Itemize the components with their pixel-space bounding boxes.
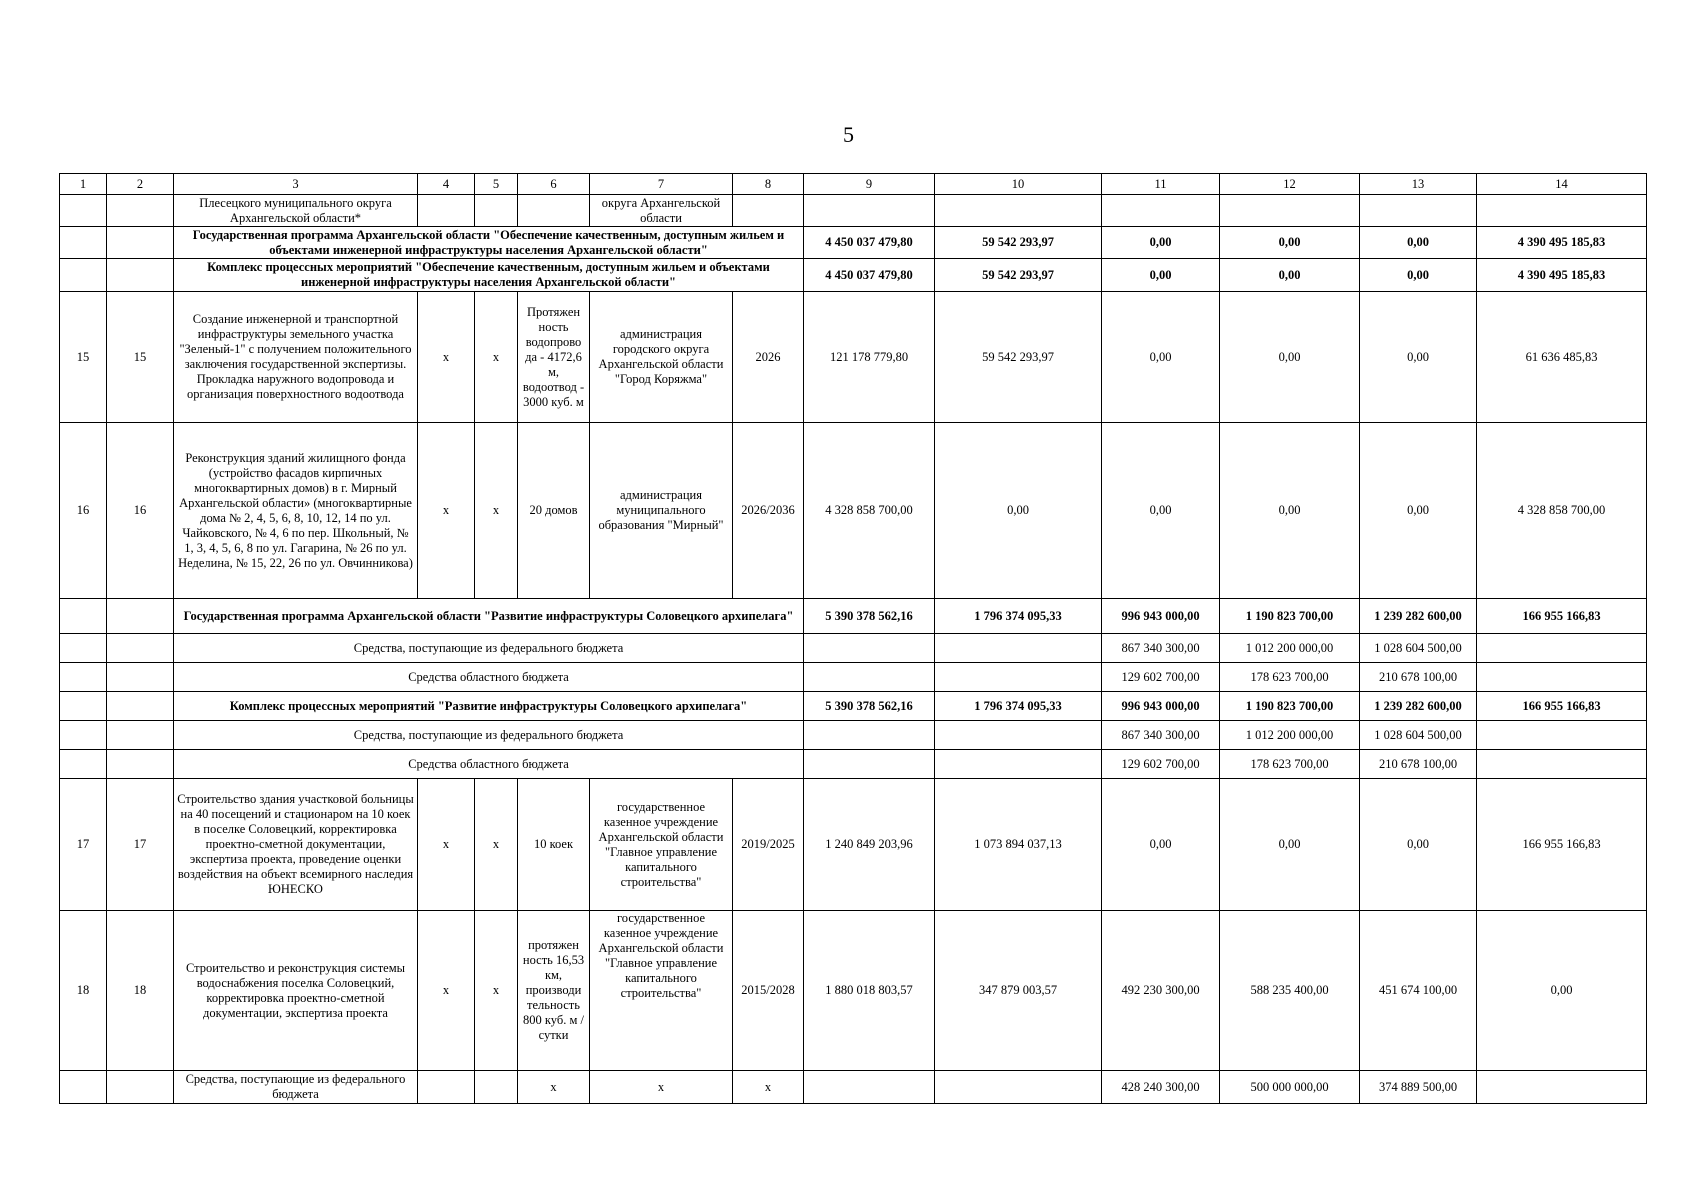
value: 1 190 823 700,00	[1220, 692, 1360, 721]
responsible: администрация городского округа Архангельской области "Город Коряжма"	[590, 292, 733, 423]
value: 0,00	[1220, 292, 1360, 423]
value: 347 879 003,57	[935, 911, 1102, 1071]
value: 451 674 100,00	[1360, 911, 1477, 1071]
capacity: протяжен ность 16,53 км, производи тельность 800 куб. м / сутки	[518, 911, 590, 1071]
value: 5 390 378 562,16	[804, 692, 935, 721]
value: 0,00	[935, 423, 1102, 599]
value: 0,00	[1477, 911, 1647, 1071]
value: 0,00	[1102, 423, 1220, 599]
funding-source-row	[60, 634, 1647, 663]
value: 4 328 858 700,00	[804, 423, 935, 599]
value: 996 943 000,00	[1102, 599, 1220, 634]
object-name: Строительство и реконструкция системы водоснабжения поселка Соловецкий, корректировка проектно-сметной документации, экспертиза проекта	[174, 911, 418, 1071]
table-row	[60, 195, 1647, 227]
value: 0,00	[1102, 292, 1220, 423]
value: 0,00	[1360, 227, 1477, 259]
cell: х	[475, 779, 518, 911]
program-total-row	[60, 227, 1647, 259]
complex-title: Комплекс процессных мероприятий "Обеспечение качественным, доступным жильем и объектами инженерной инфраструктуры населения Архангельской области"	[174, 259, 804, 292]
responsible: государственное казенное учреждение Архангельской области "Главное управление капитального строительства"	[590, 779, 733, 911]
row-number: 15	[107, 292, 174, 423]
value: 500 000 000,00	[1220, 1071, 1360, 1104]
value: 4 450 037 479,80	[804, 259, 935, 292]
cell: х	[733, 1071, 804, 1104]
period: 2026/2036	[733, 423, 804, 599]
complex-total-row	[60, 692, 1647, 721]
value: 428 240 300,00	[1102, 1071, 1220, 1104]
value: 0,00	[1360, 423, 1477, 599]
funding-source-row	[60, 721, 1647, 750]
value: 1 239 282 600,00	[1360, 692, 1477, 721]
value: 867 340 300,00	[1102, 634, 1220, 663]
object-name: Реконструкция зданий жилищного фонда (устройство фасадов кирпичных многоквартирных домов) в г. Мирный Архангельской области» (многоквартирные дома № 2, 4, 5, 6, 8, 10, 12, 14 по ул. Чайковского, № 4, 6 по пер. Школьный, № 1, 3, 4, 5, 6, 8 по ул. Гагарина, № 26 по ул. Неделина, № 15, 22, 26 по ул. Овчинникова)	[174, 423, 418, 599]
row-number: 18	[60, 911, 107, 1071]
period: 2019/2025	[733, 779, 804, 911]
value: 4 328 858 700,00	[1477, 423, 1647, 599]
value: 121 178 779,80	[804, 292, 935, 423]
funding-source-row	[60, 750, 1647, 779]
col-header: 12	[1220, 174, 1360, 195]
value: 59 542 293,97	[935, 292, 1102, 423]
value: 61 636 485,83	[1477, 292, 1647, 423]
capacity: 10 коек	[518, 779, 590, 911]
column-number-row	[60, 174, 1647, 195]
value: 0,00	[1360, 292, 1477, 423]
value: 1 880 018 803,57	[804, 911, 935, 1071]
col-header: 1	[60, 174, 107, 195]
col-header: 11	[1102, 174, 1220, 195]
value: 1 796 374 095,33	[935, 599, 1102, 634]
row-number: 15	[60, 292, 107, 423]
value: 0,00	[1220, 259, 1360, 292]
complex-total-row	[60, 259, 1647, 292]
col-header: 8	[733, 174, 804, 195]
cell: х	[418, 423, 475, 599]
col-header: 13	[1360, 174, 1477, 195]
responsible: администрация муниципального образования "Мирный"	[590, 423, 733, 599]
value: 0,00	[1220, 779, 1360, 911]
funding-source-label: Средства областного бюджета	[174, 750, 804, 779]
funding-source-label: Средства, поступающие из федерального бюджета	[174, 721, 804, 750]
cell: х	[475, 423, 518, 599]
value: 166 955 166,83	[1477, 599, 1647, 634]
responsible: округа Архангельской области	[590, 195, 733, 227]
responsible: государственное казенное учреждение Архангельской области "Главное управление капитального строительства"	[590, 911, 733, 1071]
program-title: Государственная программа Архангельской области "Развитие инфраструктуры Соловецкого архипелага"	[174, 599, 804, 634]
col-header: 4	[418, 174, 475, 195]
cell: х	[475, 292, 518, 423]
table-row	[60, 911, 1647, 1071]
value: 210 678 100,00	[1360, 663, 1477, 692]
value: 0,00	[1102, 779, 1220, 911]
row-number: 17	[107, 779, 174, 911]
value: 0,00	[1360, 259, 1477, 292]
col-header: 3	[174, 174, 418, 195]
table-row	[60, 423, 1647, 599]
cell: х	[418, 779, 475, 911]
value: 1 239 282 600,00	[1360, 599, 1477, 634]
value: 0,00	[1360, 779, 1477, 911]
value: 4 390 495 185,83	[1477, 259, 1647, 292]
value: 166 955 166,83	[1477, 779, 1647, 911]
cell: х	[590, 1071, 733, 1104]
table-row	[60, 779, 1647, 911]
cell: х	[518, 1071, 590, 1104]
period: 2026	[733, 292, 804, 423]
object-name: Плесецкого муниципального округа Архангельской области*	[174, 195, 418, 227]
value: 166 955 166,83	[1477, 692, 1647, 721]
value: 4 390 495 185,83	[1477, 227, 1647, 259]
row-number: 16	[107, 423, 174, 599]
value: 129 602 700,00	[1102, 663, 1220, 692]
funding-source-label: Средства областного бюджета	[174, 663, 804, 692]
table-row	[60, 292, 1647, 423]
value: 4 450 037 479,80	[804, 227, 935, 259]
value: 867 340 300,00	[1102, 721, 1220, 750]
value: 210 678 100,00	[1360, 750, 1477, 779]
page-number: 5	[843, 122, 854, 147]
value: 492 230 300,00	[1102, 911, 1220, 1071]
funding-source-row	[60, 1071, 1647, 1104]
value: 1 240 849 203,96	[804, 779, 935, 911]
cell: х	[418, 911, 475, 1071]
value: 1 190 823 700,00	[1220, 599, 1360, 634]
value: 1 073 894 037,13	[935, 779, 1102, 911]
value: 1 012 200 000,00	[1220, 634, 1360, 663]
program-total-row	[60, 599, 1647, 634]
period: 2015/2028	[733, 911, 804, 1071]
value: 1 012 200 000,00	[1220, 721, 1360, 750]
funding-source-row	[60, 663, 1647, 692]
value: 0,00	[1102, 227, 1220, 259]
value: 59 542 293,97	[935, 259, 1102, 292]
value: 1 028 604 500,00	[1360, 634, 1477, 663]
complex-title: Комплекс процессных мероприятий "Развитие инфраструктуры Соловецкого архипелага"	[174, 692, 804, 721]
col-header: 2	[107, 174, 174, 195]
col-header: 7	[590, 174, 733, 195]
value: 178 623 700,00	[1220, 663, 1360, 692]
investment-objects-table	[59, 173, 1647, 1104]
value: 129 602 700,00	[1102, 750, 1220, 779]
capacity: Протяжен ность водопрово да - 4172,6 м, водоотвод - 3000 куб. м	[518, 292, 590, 423]
value: 178 623 700,00	[1220, 750, 1360, 779]
col-header: 14	[1477, 174, 1647, 195]
value: 5 390 378 562,16	[804, 599, 935, 634]
cell: х	[475, 911, 518, 1071]
col-header: 6	[518, 174, 590, 195]
object-name: Строительство здания участковой больницы на 40 посещений и стационаром на 10 коек в поселке Соловецкий, корректировка проектно-сметной документации, экспертиза проекта, проведение оценки воздействия на объект всемирного наследия ЮНЕСКО	[174, 779, 418, 911]
col-header: 10	[935, 174, 1102, 195]
value: 996 943 000,00	[1102, 692, 1220, 721]
row-number: 18	[107, 911, 174, 1071]
value: 0,00	[1220, 423, 1360, 599]
value: 1 028 604 500,00	[1360, 721, 1477, 750]
value: 374 889 500,00	[1360, 1071, 1477, 1104]
row-number: 16	[60, 423, 107, 599]
row-number: 17	[60, 779, 107, 911]
value: 1 796 374 095,33	[935, 692, 1102, 721]
col-header: 5	[475, 174, 518, 195]
value: 0,00	[1102, 259, 1220, 292]
col-header: 9	[804, 174, 935, 195]
funding-source-label: Средства, поступающие из федерального бюджета	[174, 1071, 418, 1104]
value: 588 235 400,00	[1220, 911, 1360, 1071]
value: 59 542 293,97	[935, 227, 1102, 259]
object-name: Создание инженерной и транспортной инфраструктуры земельного участка "Зеленый-1" с получением положительного заключения государственной экспертизы. Прокладка наружного водопровода и организация поверхностного водоотвода	[174, 292, 418, 423]
capacity: 20 домов	[518, 423, 590, 599]
value: 0,00	[1220, 227, 1360, 259]
cell: х	[418, 292, 475, 423]
program-title: Государственная программа Архангельской области "Обеспечение качественным, доступным жильем и объектами инженерной инфраструктуры населения Архангельской области"	[174, 227, 804, 259]
funding-source-label: Средства, поступающие из федерального бюджета	[174, 634, 804, 663]
